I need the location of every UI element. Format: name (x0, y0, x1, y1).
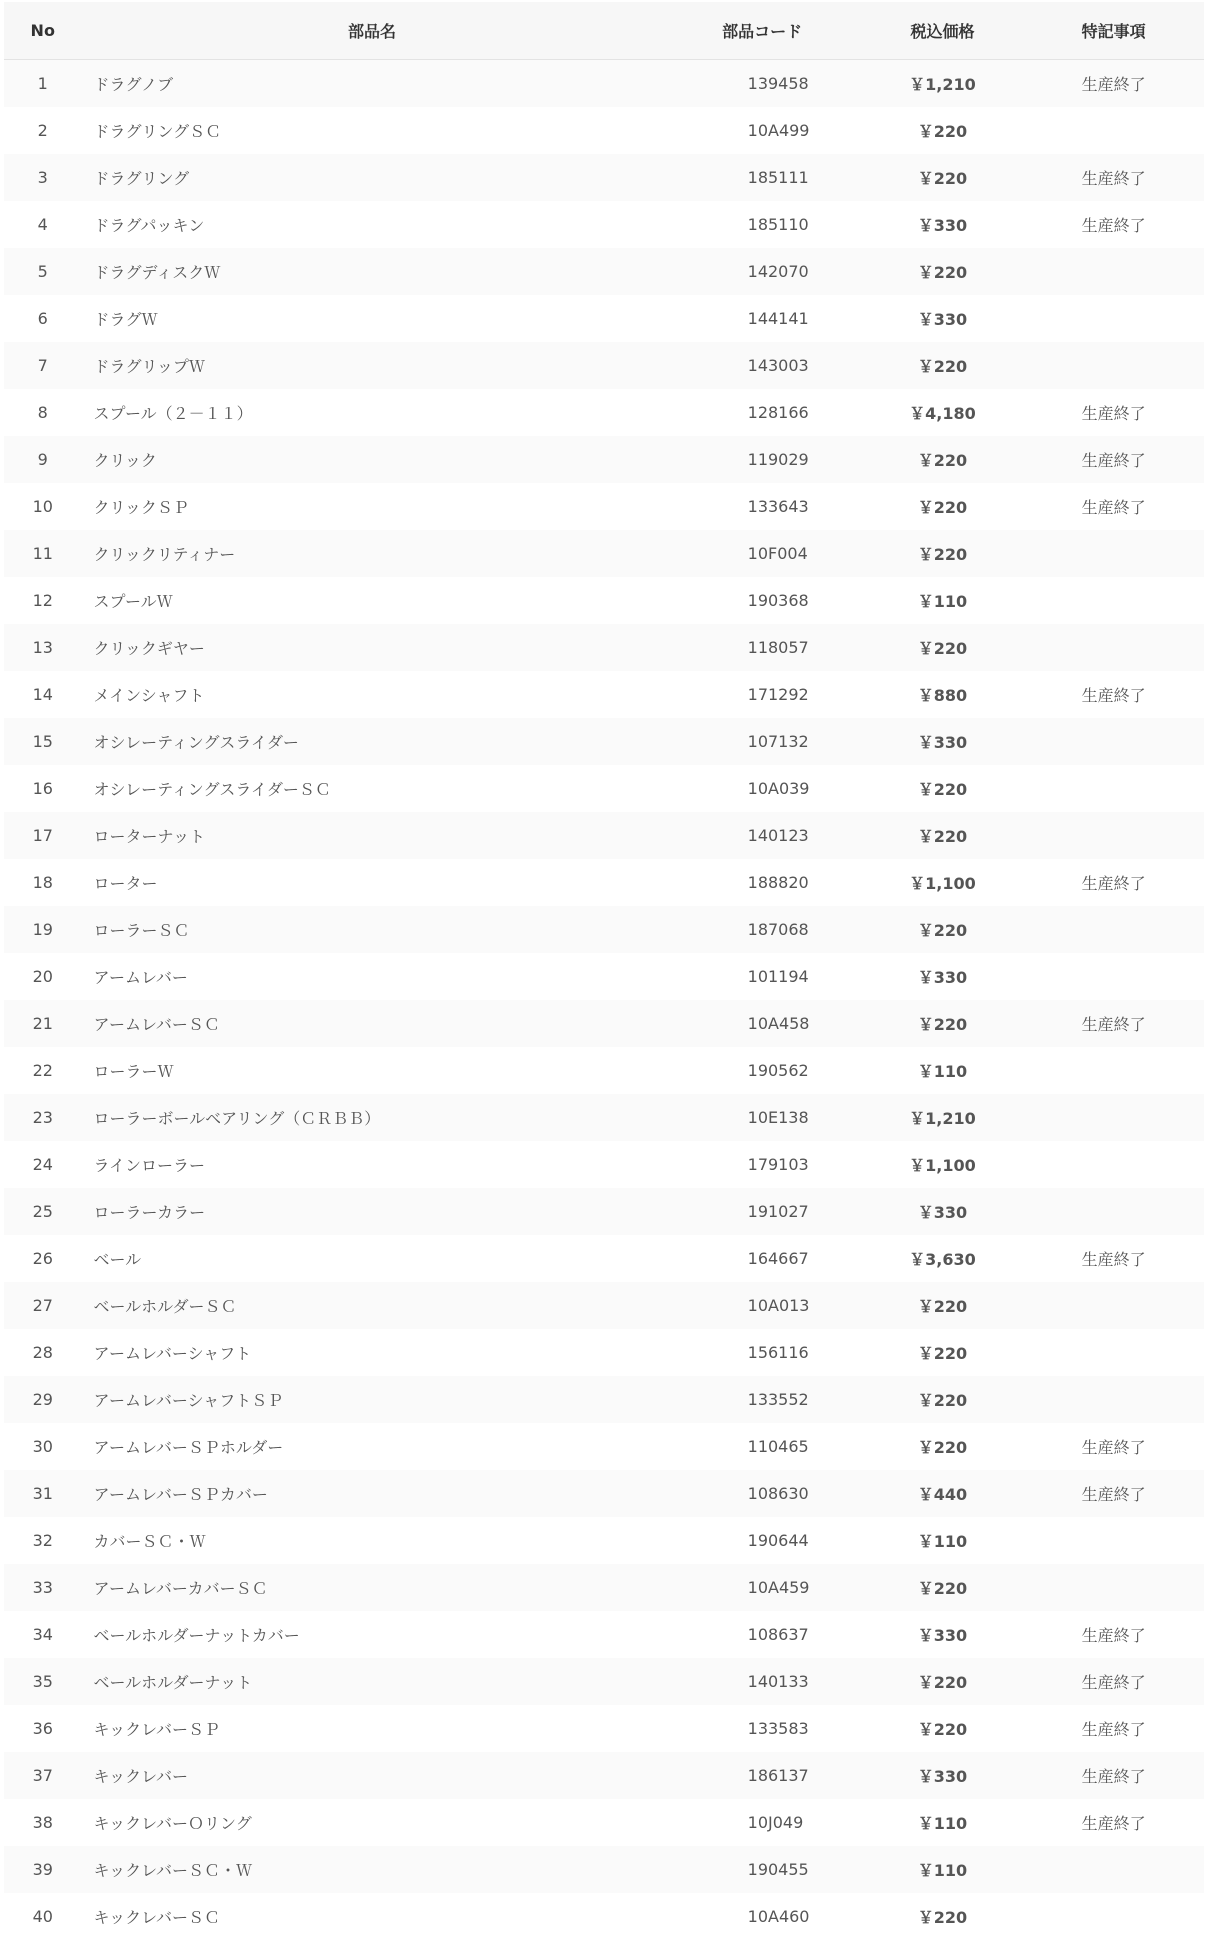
part-name: ドラグリングＳＣ (81, 107, 662, 154)
price: ￥220 (862, 342, 1023, 389)
price: ￥1,100 (862, 1141, 1023, 1188)
row-no: 20 (4, 953, 81, 1000)
part-name: ドラグリング (81, 154, 662, 201)
header-price: 税込価格 (862, 2, 1023, 60)
part-code: 10A459 (663, 1564, 862, 1611)
part-name: ドラグリップＷ (81, 342, 662, 389)
part-name: ベール (81, 1235, 662, 1282)
part-code: 144141 (663, 295, 862, 342)
part-name: スプールＷ (81, 577, 662, 624)
part-code: 128166 (663, 389, 862, 436)
note: 生産終了 (1023, 389, 1204, 436)
price: ￥330 (862, 718, 1023, 765)
price: ￥220 (862, 1329, 1023, 1376)
note: 生産終了 (1023, 1470, 1204, 1517)
part-code: 190562 (663, 1047, 862, 1094)
part-name: アームレバーＳＰホルダー (81, 1423, 662, 1470)
row-no: 40 (4, 1893, 81, 1940)
part-code: 107132 (663, 718, 862, 765)
note (1023, 1188, 1204, 1235)
price: ￥110 (862, 1047, 1023, 1094)
price: ￥1,100 (862, 859, 1023, 906)
part-name: クリックＳＰ (81, 483, 662, 530)
note: 生産終了 (1023, 1611, 1204, 1658)
table-row (4, 624, 1204, 671)
part-name: キックレバーＯリング (81, 1799, 662, 1846)
part-name: ラインローラー (81, 1141, 662, 1188)
note (1023, 295, 1204, 342)
part-name: カバーＳＣ・Ｗ (81, 1517, 662, 1564)
note (1023, 765, 1204, 812)
part-code: 108630 (663, 1470, 862, 1517)
header-part-code: 部品コード (663, 2, 862, 60)
price: ￥880 (862, 671, 1023, 718)
part-name: ローラーカラー (81, 1188, 662, 1235)
price: ￥110 (862, 1846, 1023, 1893)
note (1023, 1893, 1204, 1940)
part-name: ドラグＷ (81, 295, 662, 342)
part-code: 188820 (663, 859, 862, 906)
row-no: 24 (4, 1141, 81, 1188)
table-row (4, 1893, 1204, 1940)
row-no: 28 (4, 1329, 81, 1376)
part-name: アームレバーＳＰカバー (81, 1470, 662, 1517)
price: ￥1,210 (862, 60, 1023, 108)
price: ￥330 (862, 1188, 1023, 1235)
row-no: 14 (4, 671, 81, 718)
row-no: 25 (4, 1188, 81, 1235)
part-code: 187068 (663, 906, 862, 953)
row-no: 26 (4, 1235, 81, 1282)
row-no: 29 (4, 1376, 81, 1423)
part-name: オシレーティングスライダーＳＣ (81, 765, 662, 812)
note (1023, 906, 1204, 953)
note (1023, 1846, 1204, 1893)
part-code: 156116 (663, 1329, 862, 1376)
note (1023, 718, 1204, 765)
price: ￥330 (862, 295, 1023, 342)
part-code: 10A458 (663, 1000, 862, 1047)
table-row (4, 1282, 1204, 1329)
price: ￥220 (862, 1282, 1023, 1329)
table-row (4, 1752, 1204, 1799)
part-code: 118057 (663, 624, 862, 671)
part-name: クリックギヤー (81, 624, 662, 671)
table-row (4, 60, 1204, 108)
row-no: 6 (4, 295, 81, 342)
table-row (4, 1658, 1204, 1705)
table-row (4, 295, 1204, 342)
part-code: 133583 (663, 1705, 862, 1752)
note: 生産終了 (1023, 1752, 1204, 1799)
header-row (4, 2, 1204, 60)
note (1023, 1094, 1204, 1141)
row-no: 16 (4, 765, 81, 812)
note (1023, 530, 1204, 577)
row-no: 38 (4, 1799, 81, 1846)
table-row (4, 389, 1204, 436)
part-name: アームレバーＳＣ (81, 1000, 662, 1047)
note: 生産終了 (1023, 436, 1204, 483)
note: 生産終了 (1023, 1235, 1204, 1282)
row-no: 17 (4, 812, 81, 859)
part-code: 140123 (663, 812, 862, 859)
note (1023, 953, 1204, 1000)
table-row (4, 1564, 1204, 1611)
part-code: 10E138 (663, 1094, 862, 1141)
table-row (4, 906, 1204, 953)
table-row (4, 1188, 1204, 1235)
part-code: 119029 (663, 436, 862, 483)
part-name: ベールホルダーＳＣ (81, 1282, 662, 1329)
part-name: ドラグディスクＷ (81, 248, 662, 295)
table-row (4, 671, 1204, 718)
table-row (4, 436, 1204, 483)
note: 生産終了 (1023, 671, 1204, 718)
price: ￥220 (862, 812, 1023, 859)
price: ￥110 (862, 1799, 1023, 1846)
price: ￥220 (862, 906, 1023, 953)
part-name: メインシャフト (81, 671, 662, 718)
price: ￥220 (862, 248, 1023, 295)
table-row (4, 1094, 1204, 1141)
part-name: キックレバーＳＣ (81, 1893, 662, 1940)
table-row (4, 1423, 1204, 1470)
note: 生産終了 (1023, 1658, 1204, 1705)
row-no: 27 (4, 1282, 81, 1329)
part-code: 101194 (663, 953, 862, 1000)
row-no: 18 (4, 859, 81, 906)
price: ￥330 (862, 201, 1023, 248)
note (1023, 1376, 1204, 1423)
part-code: 143003 (663, 342, 862, 389)
part-code: 191027 (663, 1188, 862, 1235)
table-row (4, 1611, 1204, 1658)
row-no: 36 (4, 1705, 81, 1752)
price: ￥220 (862, 436, 1023, 483)
row-no: 39 (4, 1846, 81, 1893)
table-row (4, 718, 1204, 765)
note: 生産終了 (1023, 1000, 1204, 1047)
note: 生産終了 (1023, 201, 1204, 248)
part-code: 190644 (663, 1517, 862, 1564)
part-name: ベールホルダーナットカバー (81, 1611, 662, 1658)
price: ￥110 (862, 577, 1023, 624)
part-name: アームレバーシャフト (81, 1329, 662, 1376)
part-name: アームレバーカバーＳＣ (81, 1564, 662, 1611)
price: ￥3,630 (862, 1235, 1023, 1282)
table-row (4, 1517, 1204, 1564)
table-row (4, 530, 1204, 577)
row-no: 31 (4, 1470, 81, 1517)
note (1023, 624, 1204, 671)
row-no: 19 (4, 906, 81, 953)
table-row (4, 1141, 1204, 1188)
price: ￥220 (862, 154, 1023, 201)
note: 生産終了 (1023, 154, 1204, 201)
price: ￥330 (862, 1611, 1023, 1658)
table-row (4, 1846, 1204, 1893)
table-header (4, 2, 1204, 60)
part-code: 110465 (663, 1423, 862, 1470)
part-name: ドラグパッキン (81, 201, 662, 248)
note: 生産終了 (1023, 1423, 1204, 1470)
table-row (4, 1470, 1204, 1517)
row-no: 2 (4, 107, 81, 154)
row-no: 1 (4, 60, 81, 108)
price: ￥220 (862, 530, 1023, 577)
part-code: 10A013 (663, 1282, 862, 1329)
header-part-name: 部品名 (81, 2, 662, 60)
price: ￥330 (862, 1752, 1023, 1799)
part-code: 190368 (663, 577, 862, 624)
note: 生産終了 (1023, 1799, 1204, 1846)
row-no: 11 (4, 530, 81, 577)
table-row (4, 483, 1204, 530)
row-no: 34 (4, 1611, 81, 1658)
row-no: 22 (4, 1047, 81, 1094)
part-name: スプール（２－１１） (81, 389, 662, 436)
row-no: 33 (4, 1564, 81, 1611)
table-row (4, 765, 1204, 812)
price: ￥220 (862, 1000, 1023, 1047)
part-code: 139458 (663, 60, 862, 108)
table-row (4, 1799, 1204, 1846)
part-name: キックレバーＳＰ (81, 1705, 662, 1752)
table-row (4, 812, 1204, 859)
table-row (4, 577, 1204, 624)
part-name: クリックリティナー (81, 530, 662, 577)
row-no: 21 (4, 1000, 81, 1047)
price: ￥220 (862, 1893, 1023, 1940)
table-body (4, 60, 1204, 1940)
part-code: 142070 (663, 248, 862, 295)
row-no: 13 (4, 624, 81, 671)
price: ￥220 (862, 1564, 1023, 1611)
part-name: ドラグノブ (81, 60, 662, 108)
price: ￥4,180 (862, 389, 1023, 436)
note (1023, 1564, 1204, 1611)
note (1023, 1517, 1204, 1564)
row-no: 5 (4, 248, 81, 295)
part-code: 10A039 (663, 765, 862, 812)
part-name: アームレバー (81, 953, 662, 1000)
row-no: 37 (4, 1752, 81, 1799)
table-row (4, 859, 1204, 906)
row-no: 15 (4, 718, 81, 765)
part-code: 133643 (663, 483, 862, 530)
row-no: 3 (4, 154, 81, 201)
parts-table (4, 2, 1204, 1940)
table-row (4, 154, 1204, 201)
price: ￥220 (862, 1658, 1023, 1705)
part-code: 186137 (663, 1752, 862, 1799)
part-name: ローター (81, 859, 662, 906)
price: ￥220 (862, 1423, 1023, 1470)
table-row (4, 1000, 1204, 1047)
price: ￥440 (862, 1470, 1023, 1517)
part-name: オシレーティングスライダー (81, 718, 662, 765)
part-name: ローラーボールベアリング（ＣＲＢＢ） (81, 1094, 662, 1141)
table-row (4, 1705, 1204, 1752)
note (1023, 107, 1204, 154)
note (1023, 812, 1204, 859)
price: ￥330 (862, 953, 1023, 1000)
part-code: 10F004 (663, 530, 862, 577)
part-name: クリック (81, 436, 662, 483)
table-row (4, 1047, 1204, 1094)
part-name: ローターナット (81, 812, 662, 859)
table-row (4, 1235, 1204, 1282)
note (1023, 342, 1204, 389)
table-row (4, 953, 1204, 1000)
part-code: 10A460 (663, 1893, 862, 1940)
note (1023, 1047, 1204, 1094)
row-no: 35 (4, 1658, 81, 1705)
part-code: 140133 (663, 1658, 862, 1705)
table-row (4, 201, 1204, 248)
row-no: 8 (4, 389, 81, 436)
table-row (4, 248, 1204, 295)
part-code: 133552 (663, 1376, 862, 1423)
part-code: 108637 (663, 1611, 862, 1658)
header-note: 特記事項 (1023, 2, 1204, 60)
part-code: 185110 (663, 201, 862, 248)
row-no: 7 (4, 342, 81, 389)
row-no: 12 (4, 577, 81, 624)
note (1023, 1141, 1204, 1188)
note (1023, 1329, 1204, 1376)
row-no: 30 (4, 1423, 81, 1470)
price: ￥220 (862, 624, 1023, 671)
price: ￥220 (862, 765, 1023, 812)
price: ￥220 (862, 1376, 1023, 1423)
part-code: 171292 (663, 671, 862, 718)
part-name: アームレバーシャフトＳＰ (81, 1376, 662, 1423)
part-code: 185111 (663, 154, 862, 201)
part-code: 164667 (663, 1235, 862, 1282)
part-name: キックレバーＳＣ・Ｗ (81, 1846, 662, 1893)
price: ￥1,210 (862, 1094, 1023, 1141)
part-code: 179103 (663, 1141, 862, 1188)
price: ￥220 (862, 483, 1023, 530)
row-no: 4 (4, 201, 81, 248)
row-no: 10 (4, 483, 81, 530)
part-code: 10A499 (663, 107, 862, 154)
table-row (4, 107, 1204, 154)
table-row (4, 342, 1204, 389)
row-no: 32 (4, 1517, 81, 1564)
part-name: ベールホルダーナット (81, 1658, 662, 1705)
row-no: 23 (4, 1094, 81, 1141)
note (1023, 248, 1204, 295)
part-name: ローラーＳＣ (81, 906, 662, 953)
note: 生産終了 (1023, 483, 1204, 530)
note (1023, 577, 1204, 624)
price: ￥220 (862, 1705, 1023, 1752)
part-name: ローラーＷ (81, 1047, 662, 1094)
row-no: 9 (4, 436, 81, 483)
note (1023, 1282, 1204, 1329)
part-code: 190455 (663, 1846, 862, 1893)
part-name: キックレバー (81, 1752, 662, 1799)
note: 生産終了 (1023, 859, 1204, 906)
part-code: 10J049 (663, 1799, 862, 1846)
note: 生産終了 (1023, 60, 1204, 108)
table-row (4, 1329, 1204, 1376)
note: 生産終了 (1023, 1705, 1204, 1752)
price: ￥220 (862, 107, 1023, 154)
price: ￥110 (862, 1517, 1023, 1564)
table-row (4, 1376, 1204, 1423)
header-no: No (4, 2, 81, 60)
